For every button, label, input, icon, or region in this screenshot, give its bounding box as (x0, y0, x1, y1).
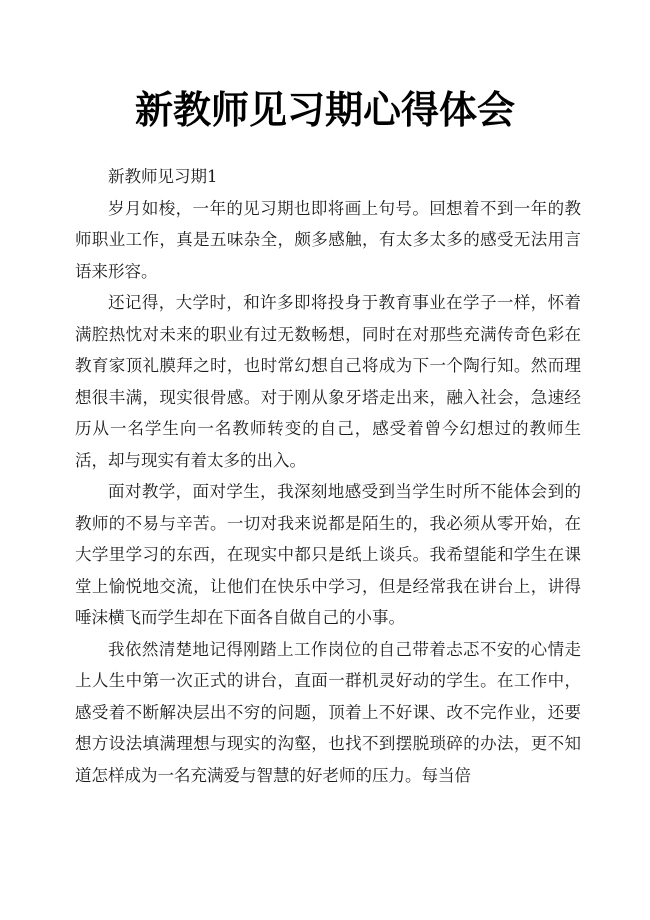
paragraph: 我依然清楚地记得刚踏上工作岗位的自己带着忐忑不安的心情走上人生中第一次正式的讲台，直面一群机灵好动的学生。在工作中，感受着不断解决层出不穷的问题，顶着上不好课、改不完作业，还要想方设法填满理想与现实的沟壑，也找不到摆脱琐碎的办法，更不知道怎样成为一名充满爱与智慧的好老师的压力。每当倍 (75, 639, 581, 785)
subheading: 新教师见习期1 (108, 167, 218, 186)
document-body (75, 161, 581, 791)
paragraph: 岁月如梭，一年的见习期也即将画上句号。回想着不到一年的教师职业工作，真是五味杂全，颇多感触，有太多太多的感受无法用言语来形容。 (75, 198, 581, 281)
paragraph: 还记得，大学时，和许多即将投身于教育事业在学子一样，怀着满腔热忱对未来的职业有过无数畅想，同时在对那些充满传奇色彩在教育家顶礼膜拜之时，也时常幻想自己将成为下一个陶行知。然而理想很丰满，现实很骨感。对于刚从象牙塔走出来，融入社会，急速经历从一名学生向一名教师转变的自己，感受着曾今幻想过的教师生活，却与现实有着太多的出入。 (75, 293, 581, 470)
document-title: 新教师见习期心得体会 (134, 88, 515, 132)
paragraph: 面对教学，面对学生，我深刻地感受到当学生时所不能体会到的教师的不易与辛苦。一切对我来说都是陌生的，我必须从零开始，在大学里学习的东西，在现实中都只是纸上谈兵。我希望能和学生在课堂上愉悦地交流，让他们在快乐中学习，但是经常我在讲台上，讲得唾沫横飞而学生却在下面各自做自己的小事。 (75, 482, 581, 627)
